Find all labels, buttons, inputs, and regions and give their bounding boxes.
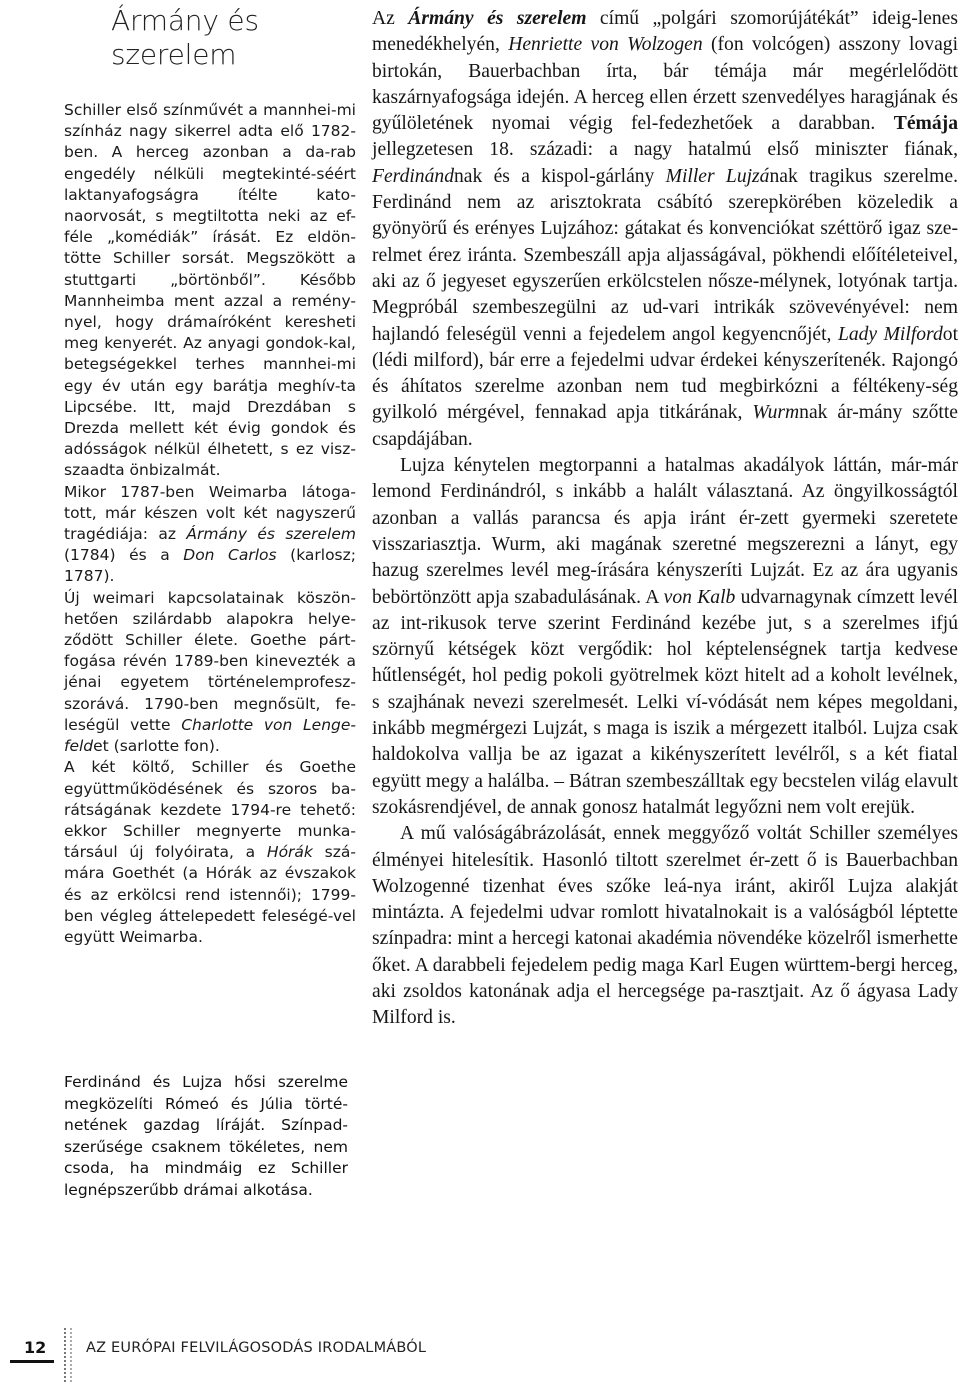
text-run: udvarnagynak címzett levél az int-rikusok terve szerint Ferdinánd kezébe jut, s a szerelmes ifjú szörnyű kétségek közt vergődik: hol képtelenségnek tartja kedvese hűtlenségét, hol pedig pokoli gyötrelmek közt hitelt ad a koholt levélnek, s szajhának nevezi szerelmesét. Lelki ví-vódását nem képes megoldani, inkább megmérgezi Lujzát, s maga is iszik a mérgezett italból. Lujza csak haldokolva vallja be az igazat a kikényszerített levélről, s a két fiatal együtt megy a halálba. – Bátran szembeszálltak egy becstelen világ elavult szokásrendjével, de annak gonosz hatalmát legyőzni nem volt erejük.: [372, 586, 958, 818]
text-run: nak tragikus szerelme. Ferdinánd nem az arisztokrata csábító szerepkörében közeledik a gyönyörű és erényes Lujzához: gátakat és konvenciókat széttörő igaz sze-relmet érez iránta. Szembeszáll apja aljasságával, pökhendi előítéleteivel, aki az ő jegyeset egyszerűen erkölcstelen nősze-mélynek, lotyónak tartja. Megpróbál szembeszegülni az ud-vari intrikák szövevényével: nem hajlandó feleségül venni a fejedelem angol kegyencnőjét,: [372, 165, 958, 345]
sidebar-paragraph-1: Schiller első színművét a mannhei-mi színház nagy sikerrel adta elő 1782-ben. A herceg azonban a da-rab engedély nélküli megtekinté-séért laktanyafogságra ítélte kato-naorvosát, s megtiltotta neki az ef-féle „komédiák” írását. Ez eldön-tötte Schiller sorsát. Megszökött a stuttgarti „börtönből”. Később Mannheimba ment azzal a remény-nyel, hogy drámaíróként keresheti meg kenyerét. Az anyagi gondok-kal, betegségekkel terhes mannhei-mi egy év után egy barátja meghív-ta Lipcsébe. Itt, majd Drezdában s Drezda mellett két évig gondok és adósságok nélkül élhetett, s ez visz-szaadta önbizalmát.: [64, 101, 356, 480]
person-name: Lady Milford: [837, 323, 943, 345]
page-number-rule: [10, 1360, 54, 1363]
text-run: ot (lédi milford), bár erre a fejedelmi udvar érdekei kényszerítenék. Rajongó és áhítatos szerelme azonban nem tud megbirkózni a féltékeny-ség gyilkoló mérgével, fennakad apja titkárának,: [372, 323, 959, 424]
keyword: Témája: [893, 113, 958, 135]
text-run: szá-mára Goethét (a Hórák az évszakok és az erkölcsi rend istennői); 1799-ben végleg áttelepedett feleségé-vel együtt Weimarba.: [64, 843, 356, 946]
person-name: Miller Lujzá: [665, 165, 770, 187]
text-run: A két költő, Schiller és Goethe együttműködésének és szoros ba-rátságának kezdete 1794-re tehető: ekkor Schiller megnyerte munka-társául új folyóirata, a: [64, 758, 356, 862]
pull-quote: [64, 1072, 348, 1201]
text-run: (1784) és a: [64, 546, 184, 565]
text-run: Mikor 1787-ben Weimarba látoga-tott, már készen volt két nagyszerű tragédiája: az: [64, 482, 356, 544]
main-paragraph-3: A mű valóságábrázolását, ennek meggyőző voltát Schiller személyes élményei hitelesítik. Hasonló tiltott szerelmet ér-zett ő is Bauerbachban Wolzogenné tizenhat éves szőke leá-nya iránt, akiről Lujza alakját mintázta. A fejedelmi udvar romlott hivatalnokait is a valóságból léptette színpadra: mint a hercegi katonai akadémia növendéke közelről ismerhette őket. A darabbeli fejedelem pedig maga Karl Eugen württem-bergi herceg, aki zsoldos katonának adja el hercegsége pa-rasztjait. Az ő ágyasa Lady Milford is.: [372, 823, 958, 1029]
text-run: című „polgári szomorújátékát” ideig-lenes menedékhelyén,: [372, 8, 958, 56]
text-run: jellegzetesen 18. századi: a nagy hatalmú első miniszter fiának,: [372, 139, 958, 161]
running-title: AZ EURÓPAI FELVILÁGOSODÁS IRODALMÁBÓL: [86, 1340, 427, 1356]
sidebar-column: [64, 0, 356, 1199]
sidebar-paragraph-3: [64, 588, 356, 758]
work-title: Ármány és szerelem: [408, 8, 587, 29]
text-run: Új weimari kapcsolatainak köszön-hetően szilárdabb alapokra helye-ződött Schiller élete. Goethe párt-fogása révén 1789-ben kinevezték a jénai egyetem történelemprofesz-szorává. 1790-ben megnősült, fe-leségül vette: [64, 588, 356, 734]
main-column: [372, 6, 958, 1032]
dotted-divider: [70, 1328, 72, 1382]
sidebar-paragraph-2: [64, 482, 356, 588]
text-run: Az: [372, 8, 409, 29]
text-run: (karlosz; 1787).: [64, 546, 356, 586]
text-run: nak és a kispol-gárlány: [454, 165, 666, 187]
person-name: Henriette von Wolzogen: [508, 34, 703, 56]
dotted-divider: [64, 1328, 66, 1382]
work-title: Don Carlos: [183, 546, 277, 565]
person-name: von Kalb: [663, 586, 736, 608]
page-number: 12: [24, 1338, 47, 1357]
person-name: Wurm: [752, 402, 800, 424]
work-title: Hórák: [266, 843, 313, 862]
main-paragraph-1: [372, 6, 958, 453]
work-title: Ármány és szerelem: [186, 525, 356, 544]
main-paragraph-2: [372, 453, 958, 821]
sidebar-title: Ármány és szerelem: [111, 4, 259, 71]
person-name: Ferdinánd: [372, 165, 454, 187]
text-run: et (sarlotte fon).: [93, 737, 220, 756]
page-footer: [0, 1328, 960, 1384]
text-run: (fon volcógen) asszony lovagi birtokán, Bauerbachban írta, bár témája már megérlelődött kaszárnyafogsága idején. A herceg ellen érzett szenvedélyes haragjának és gyűlöletének nyomai végig fel-fedezhetőek a darabban.: [372, 34, 959, 135]
text-run: Lujza kénytelen megtorpanni a hatalmas akadályok láttán, már-már lemond Ferdinándról, s inkább a halált választaná. Az öngyilkosságtól azonban a vallás parancsa és apja iránt ér-zett gyermeki szeretete visszariasztja. Wurm, aki magának szeretné megszerezni a lányt, egy hazug szerelmes levél meg-írására kényszeríti Lujzát. Ez az ára ugyanis bebörtönzött apja szabadulásának. A: [372, 455, 958, 608]
text-run: nak ár-mány szőtte csapdájában.: [372, 402, 958, 450]
pull-quote-text: Ferdinánd és Lujza hősi szerelme megközelíti Rómeó és Júlia törté-netének gazdag líráját. Színpad-szerűsége csaknem tökéletes, nem csoda, ha mindmáig ez Schiller legnépszerűbb drámai alkotása.: [64, 1073, 348, 1199]
person-name: Charlotte von Lenge-feld: [64, 715, 356, 756]
sidebar-text: [64, 100, 356, 948]
sidebar-paragraph-4: [64, 757, 356, 948]
